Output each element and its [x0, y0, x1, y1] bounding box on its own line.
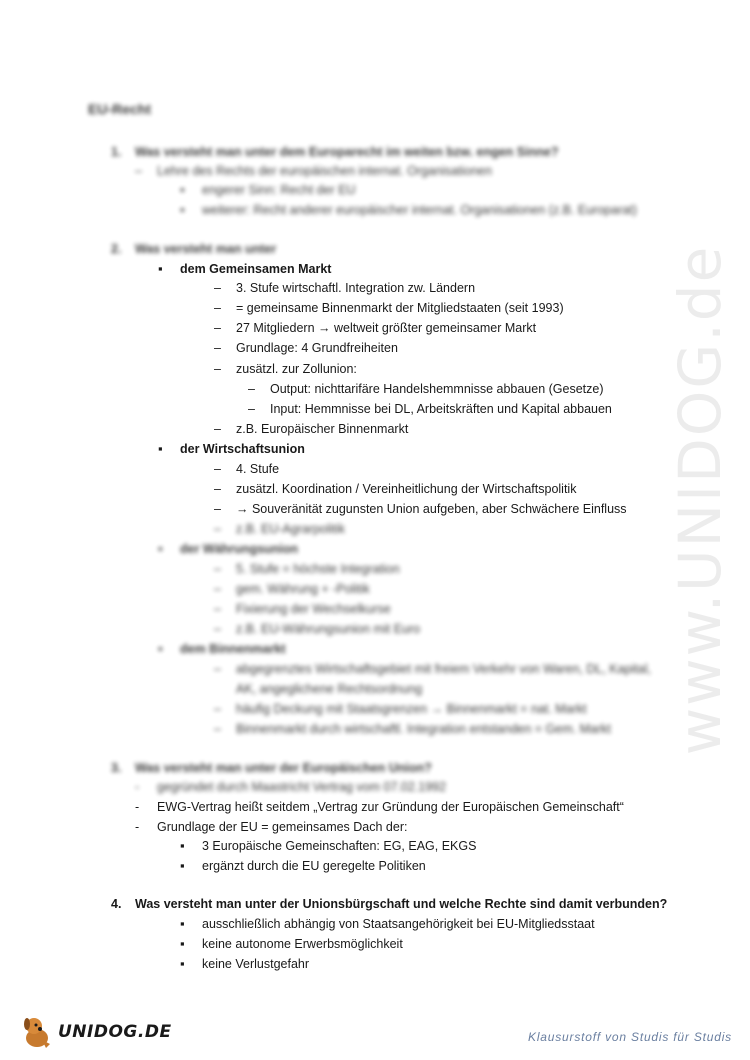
wirtschaft-item-4: – z.B. EU-Agrarpolitik [236, 520, 345, 538]
markt-item-5: – zusätzl. zur Zollunion: [236, 360, 357, 378]
footer-logo [20, 1012, 172, 1052]
q3-item-1: - gegründet durch Maastricht Vertrag vom 07.02.1992 [157, 778, 446, 796]
q3-item-3: - Grundlage der EU = gemeinsames Dach der: [157, 818, 407, 836]
binnen-item-1: – abgegrenztes Wirtschaftsgebiet mit freiem Verkehr von Waren, DL, Kapital, [236, 660, 651, 678]
q4-sub-2: ▪ keine autonome Erwerbsmöglichkeit [202, 935, 403, 953]
binnen-item-2: – häufig Deckung mit Staatsgrenzen → Binnenmarkt = nat. Markt [236, 700, 587, 718]
waehrung-item-3: – Fixierung der Wechselkurse [236, 600, 391, 618]
q3-sub-1: ▪ 3 Europäische Gemeinschaften: EG, EAG, EKGS [202, 837, 476, 855]
watermark: www.UNIDOG.de [666, 244, 734, 756]
q4-sub-3: ▪ keine Verlustgefahr [202, 955, 309, 973]
heading-waehrungsunion: ▪ der Währungsunion [180, 540, 298, 558]
waehrung-item-2: – gem. Währung + -Politik [236, 580, 370, 598]
markt-item-2: – = gemeinsame Binnenmarkt der Mitgliedstaaten (seit 1993) [236, 299, 564, 317]
markt-item-1: – 3. Stufe wirtschaftl. Integration zw. Ländern [236, 279, 475, 297]
markt-last: – z.B. Europäischer Binnenmarkt [236, 420, 408, 438]
markt-item-4: – Grundlage: 4 Grundfreiheiten [236, 339, 398, 357]
markt-item-3: – 27 Mitgliedern → weltweit größter gemeinsamer Markt [236, 319, 536, 337]
q4-sub-1: ▪ ausschließlich abhängig von Staatsangehörigkeit bei EU-Mitgliedsstaat [202, 915, 595, 933]
heading-binnenmarkt: ▪ dem Binnenmarkt [180, 640, 286, 658]
footer-slogan: Klausurstoff von Studis für Studis [528, 1030, 732, 1044]
question-2: 2. Was versteht man unter [111, 242, 277, 256]
wirtschaft-item-3: – → Souveränität zugunsten Union aufgeben, aber Schwächere Einfluss [236, 500, 627, 518]
binnen-item-1-cont: AK, angeglichene Rechtsordnung [236, 682, 423, 696]
heading-gemeinsamer-markt: ▪ dem Gemeinsamen Markt [180, 260, 331, 278]
q1-answer: – Lehre des Rechts der europäischen internat. Organisationen [157, 162, 492, 180]
q1-sub-1: ▪ engerer Sinn: Recht der EU [202, 181, 356, 199]
q3-item-2: - EWG-Vertrag heißt seitdem „Vertrag zur Gründung der Europäischen Gemeinschaft“ [157, 798, 624, 816]
markt-subitem-2: – Input: Hemmnisse bei DL, Arbeitskräften und Kapital abbauen [270, 400, 612, 418]
dog-icon [20, 1014, 54, 1050]
question-1: 1. Was versteht man unter dem Europarecht im weiten bzw. engen Sinne? [111, 145, 559, 159]
q1-sub-2: ▪ weiterer: Recht anderer europäischer internat. Organisationen (z.B. Europarat) [202, 201, 637, 219]
markt-subitem-1: – Output: nichttarifäre Handelshemmnisse abbauen (Gesetze) [270, 380, 604, 398]
question-3: 3. Was versteht man unter der Europäischen Union? [111, 761, 432, 775]
document-title: EU-Recht [88, 101, 152, 117]
wirtschaft-item-2: – zusätzl. Koordination / Vereinheitlichung der Wirtschaftspolitik [236, 480, 576, 498]
logo-text: UNIDOG.DE [58, 1022, 172, 1042]
waehrung-item-1: – 5. Stufe = höchste Integration [236, 560, 400, 578]
question-4: 4. Was versteht man unter der Unionsbürgschaft und welche Rechte sind damit verbunden? [111, 897, 668, 911]
heading-wirtschaftsunion: ▪ der Wirtschaftsunion [180, 440, 305, 458]
waehrung-item-4: – z.B. EU-Währungsunion mit Euro [236, 620, 420, 638]
binnen-item-3: – Binnenmarkt durch wirtschaftl. Integration entstanden = Gem. Markt [236, 720, 611, 738]
q3-sub-2: ▪ ergänzt durch die EU geregelte Politiken [202, 857, 426, 875]
wirtschaft-item-1: – 4. Stufe [236, 460, 279, 478]
